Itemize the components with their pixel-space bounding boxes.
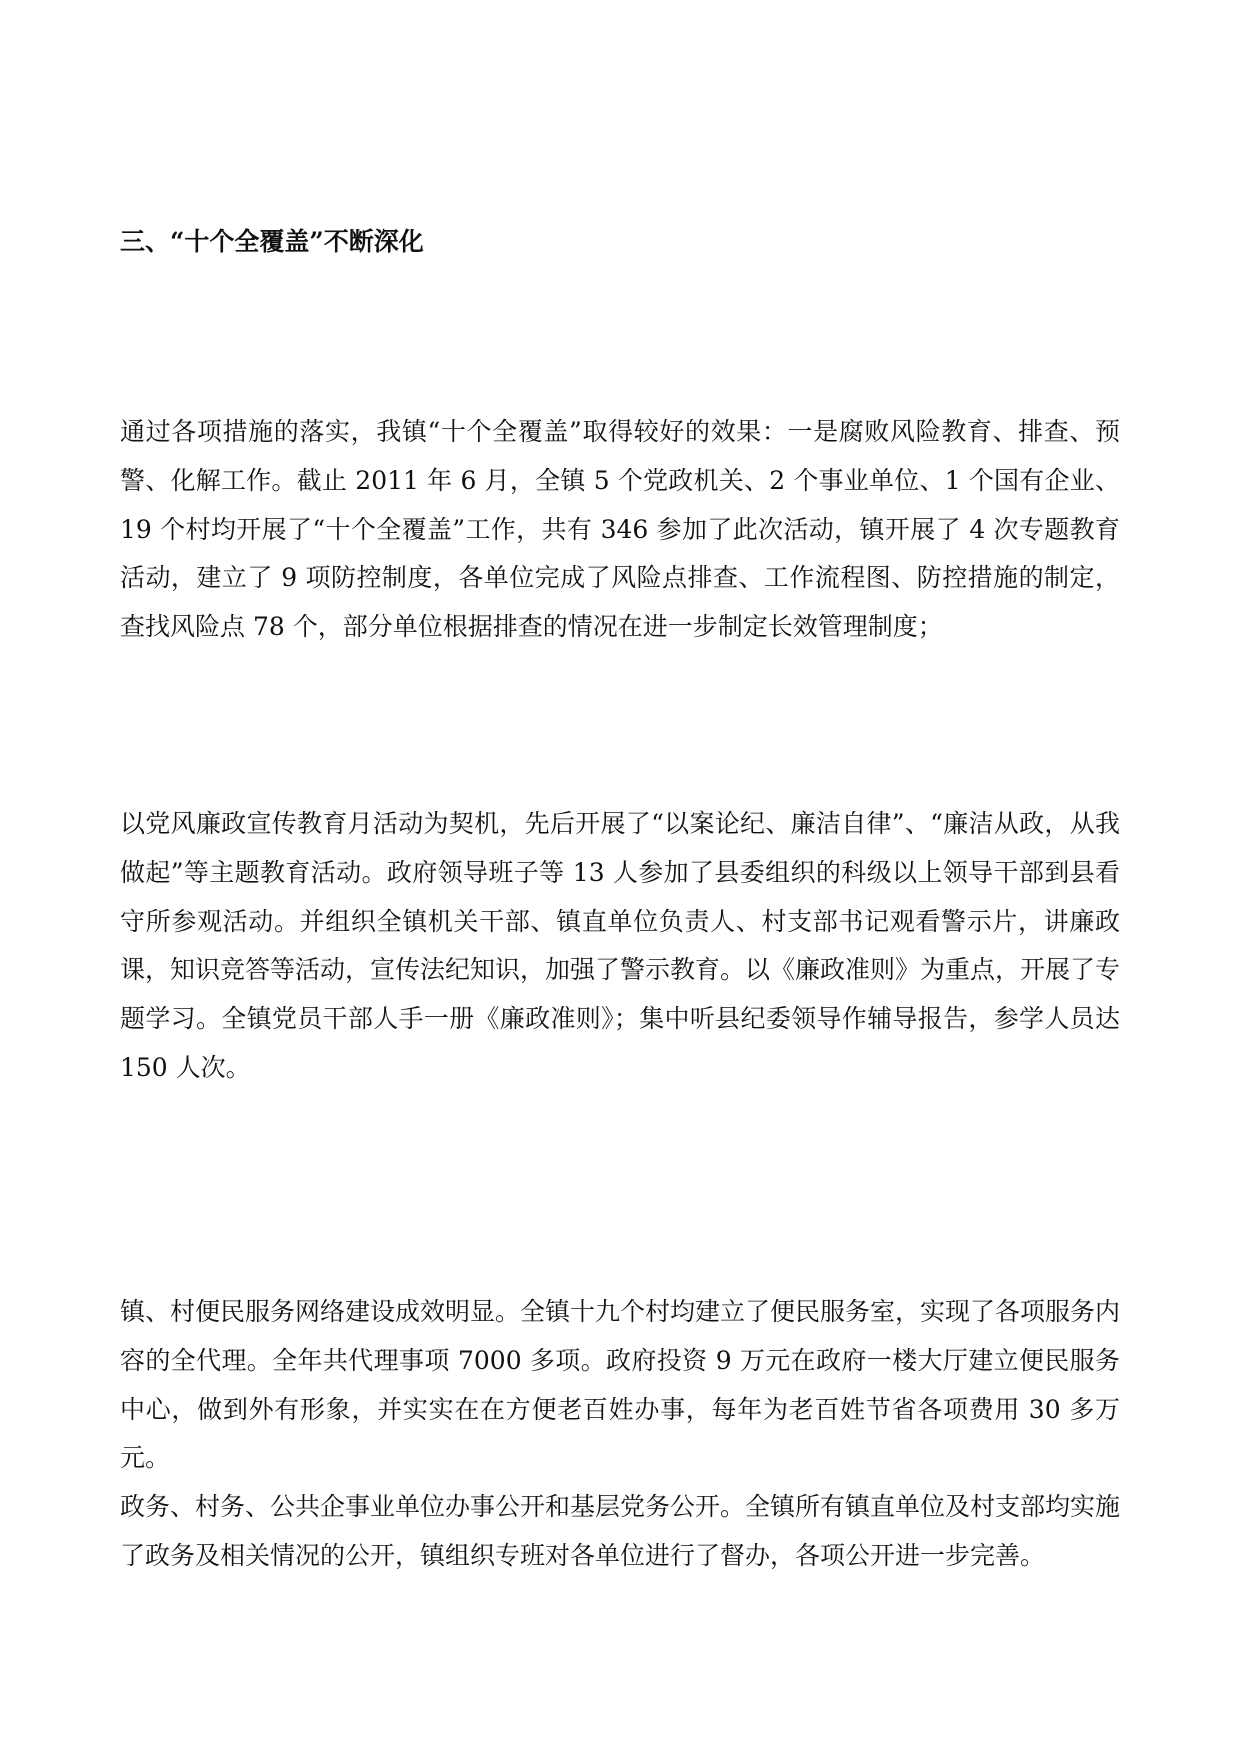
section-heading: 三、“十个全覆盖”不断深化 bbox=[120, 227, 424, 256]
paragraph-service-network: 镇、村便民服务网络建设成效明显。全镇十九个村均建立了便民服务室，实现了各项服务内容的全代理。全年共代理事项 7000 多项。政府投资 9 万元在政府一楼大厅建立便民服务中心，做到外有形象，并实实在在方便老百姓办事，每年为老百姓节省各项费用 30 多万元。 bbox=[120, 1297, 1121, 1473]
paragraph-public-affairs: 政务、村务、公共企事业单位办事公开和基层党务公开。全镇所有镇直单位及村支部均实施了政务及相关情况的公开，镇组织专班对各单位进行了督办，各项公开进一步完善。 bbox=[120, 1492, 1121, 1570]
paragraph-education-month: 以党风廉政宣传教育月活动为契机，先后开展了“以案论纪、廉洁自律”、“廉洁从政，从我做起”等主题教育活动。政府领导班子等 13 人参加了县委组织的科级以上领导干部到县看守所参观活动。并组织全镇机关干部、镇直单位负责人、村支部书记观看警示片，讲廉政课，知识竞答等活动，宣传法纪知识，加强了警示教育。以《廉政准则》为重点，开展了专题学习。全镇党员干部人手一册《廉政准则》；集中听县纪委领导作辅导报告，参学人员达 150 人次。 bbox=[120, 809, 1121, 1082]
paragraph-risk-prevention: 通过各项措施的落实，我镇“十个全覆盖”取得较好的效果：一是腐败风险教育、排查、预警、化解工作。截止 2011 年 6 月，全镇 5 个党政机关、2 个事业单位、1 个国有企业、19 个村均开展了“十个全覆盖”工作，共有 346 参加了此次活动，镇开展了 4 次专题教育活动，建立了 9 项防控制度，各单位完成了风险点排查、工作流程图、防控措施的制定，查找风险点 78 个，部分单位根据排查的情况在进一步制定长效管理制度； bbox=[120, 417, 1120, 642]
